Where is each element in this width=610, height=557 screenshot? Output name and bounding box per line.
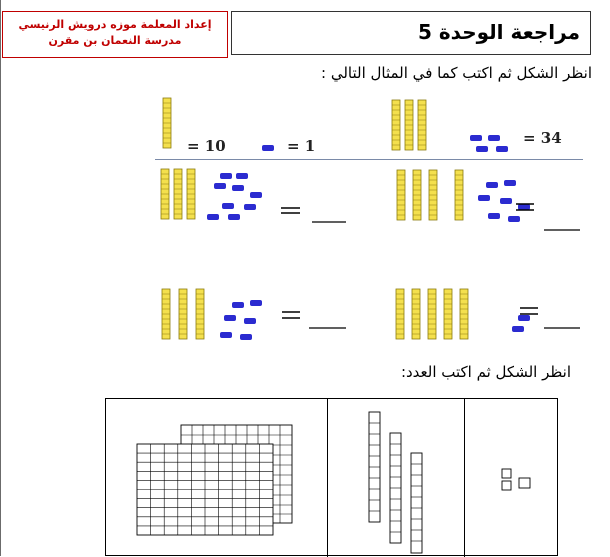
hundred-square-front [137,444,273,535]
unit-squares [502,469,530,490]
section2-instruction: انظر الشكل ثم اكتب العدد: [400,363,571,381]
ten-rod-2 [390,433,401,543]
example-ten-label: = 10 [187,137,226,155]
section1-instruction: انظر الشكل ثم اكتب كما في المثال التالي : [321,64,592,82]
example-result-label: = 34 [523,129,562,147]
page-title: مراجعة الوحدة 5 [417,20,580,44]
ten-rod-3 [411,453,422,553]
teacher-name: إعداد المعلمة موزه درويش الرنيسي [18,18,212,31]
ten-rod-1 [369,412,380,522]
example-one-label: = 1 [287,137,316,155]
school-name: مدرسة النعمان بن مقرن [48,34,182,47]
